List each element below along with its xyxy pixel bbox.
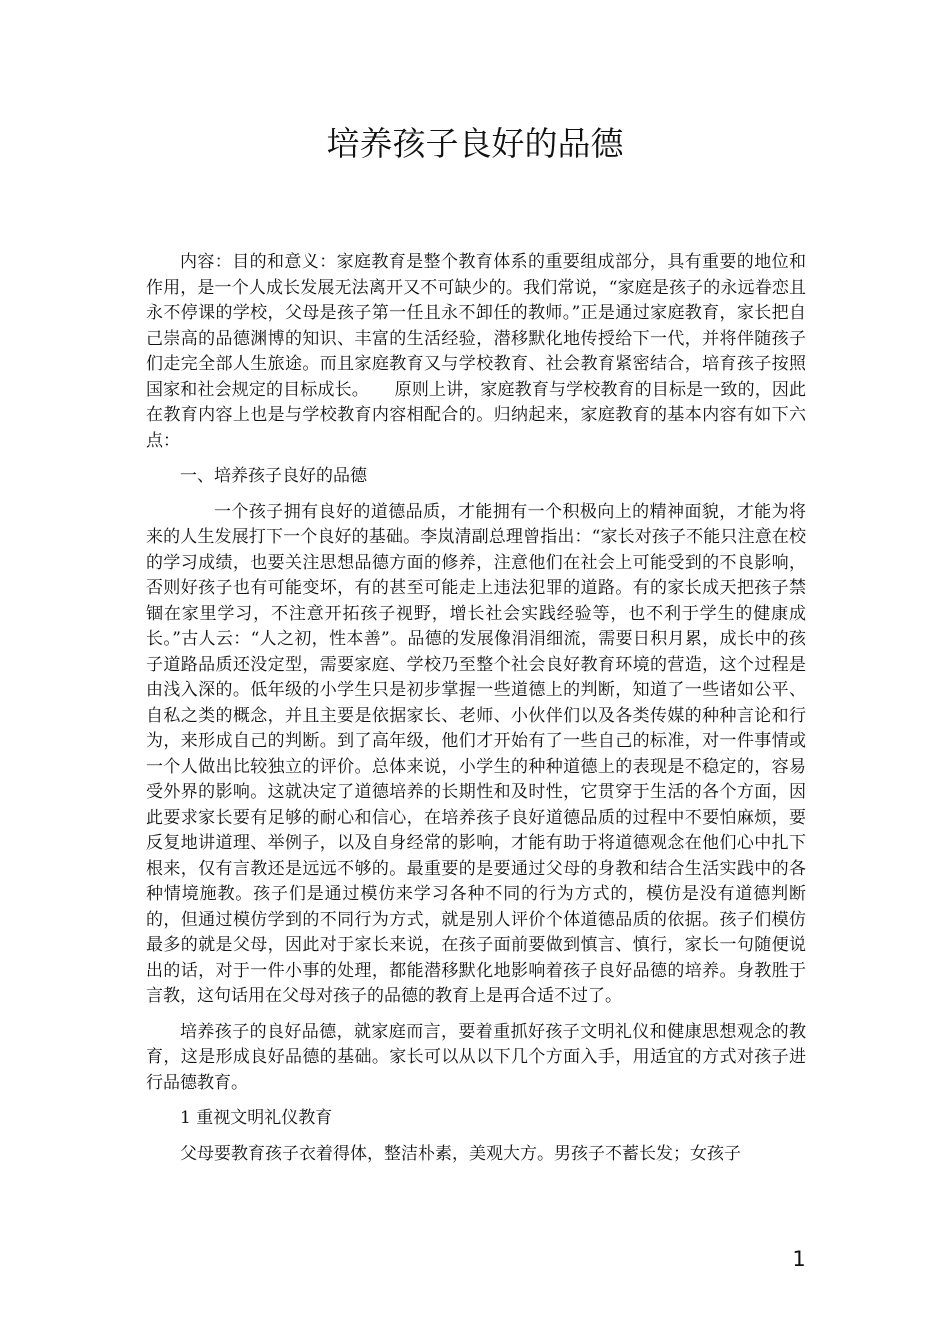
page-number: 1 — [792, 1247, 806, 1271]
paragraph-etiquette: 父母要教育孩子衣着得体，整洁朴素，美观大方。男孩子不蓄长发；女孩子 — [180, 1143, 741, 1164]
document-body — [146, 250, 806, 1177]
paragraph-intro: 内容：目的和意义：家庭教育是整个教育体系的重要组成部分，具有重要的地位和作用，是一个人成长发展无法离开又不可缺少的。我们常说，“家庭是孩子的永远眷恋且永不停课的学校，父母是孩子第一任且永不卸任的教师。”正是通过家庭教育，家长把自己崇高的品德渊博的知识、丰富的生活经验，潜移默化地传授给下一代，并将伴随孩子们走完全部人生旅途。而且家庭教育又与学校教育、社会教育紧密结合，培育孩子按照国家和社会规定的目标成长。 原则上讲，家庭教育与学校教育的目标是一致的，因此在教育内容上也是与学校教育内容相配合的。归纳起来，家庭教育的基本内容有如下六点： — [146, 252, 806, 451]
document-title: 培养孩子良好的品德 — [326, 124, 624, 163]
section-heading-1: 一、培养孩子良好的品德 — [180, 466, 367, 486]
paragraph-moral-character: 一个孩子拥有良好的道德品质，才能拥有一个积极向上的精神面貌，才能为将来的人生发展打下一个良好的基础。李岚清副总理曾指出：“家长对孩子不能只注意在校的学习成绩，也要关注思想品德方面的修养，注意他们在社会上可能受到的不良影响，否则好孩子也有可能变坏，有的甚至可能走上违法犯罪的道路。有的家长成天把孩子禁锢在家里学习，不注意开拓孩子视野，增长社会实践经验等，也不利于学生的健康成长。”古人云：“人之初，性本善”。品德的发展像涓涓细流，需要日积月累，成长中的孩子道路品质还没定型，需要家庭、学校乃至整个社会良好教育环境的营造，这个过程是由浅入深的。低年级的小学生只是初步掌握一些道德上的判断，知道了一些诸如公平、自私之类的概念，并且主要是依据家长、老师、小伙伴们以及各类传媒的种种言论和行为，来形成自己的判断。到了高年级，他们才开始有了一些自己的标准，对一件事情或一个人做出比较独立的评价。总体来说，小学生的种种道德上的表现是不稳定的，容易受外界的影响。这就决定了道德培养的长期性和及时性，它贯穿于生活的各个方面，因此要求家长要有足够的耐心和信心，在培养孩子良好道德品质的过程中不要怕麻烦，要反复地讲道理、举例子，以及自身经常的影响，才能有助于将道德观念在他们心中扎下根来，仅有言教还是远远不够的。最重要的是要通过父母的身教和结合生活实践中的各种情境施教。孩子们是通过模仿来学习各种不同的行为方式的，模仿是没有道德判断的，但通过模仿学到的不同行为方式，就是别人评价个体道德品质的依据。孩子们模仿最多的就是父母，因此对于家长来说，在孩子面前要做到慎言、慎行，家长一句随便说出的话，对于一件小事的处理，都能潜移默化地影响着孩子良好品德的培养。身教胜于言教，这句话用在父母对孩子的品德的教育上是再合适不过了。 — [146, 501, 806, 1006]
paragraph-family-education: 培养孩子的良好品德，就家庭而言，要着重抓好孩子文明礼仪和健康思想观念的教育，这是形成良好品德的基础。家长可以从以下几个方面入手，用适宜的方式对孩子进行品德教育。 — [146, 1021, 806, 1093]
subsection-heading-1: 1 重视文明礼仪教育 — [180, 1108, 333, 1128]
